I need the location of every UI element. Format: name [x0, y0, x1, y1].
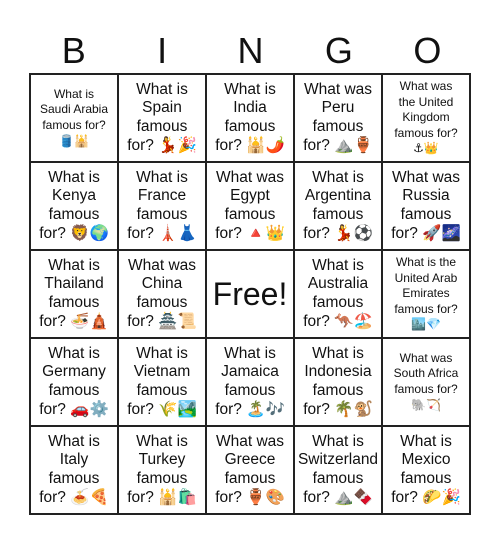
cell-question: What was Peru famous for? ⛰️🏺 [303, 80, 373, 154]
cell-question: What was Greece famous for? 🏺🎨 [215, 432, 285, 506]
cell-question: What is Argentina famous for? 💃⚽ [303, 168, 373, 242]
bingo-cell[interactable] [382, 250, 470, 338]
bingo-cell[interactable] [294, 74, 382, 162]
free-space-cell[interactable] [206, 250, 294, 338]
cell-question: What is Mexico famous for? 🌮🎉 [391, 432, 461, 506]
bingo-cell[interactable] [118, 250, 206, 338]
bingo-cell[interactable] [30, 74, 118, 162]
bingo-cell[interactable] [206, 338, 294, 426]
bingo-cell[interactable] [118, 162, 206, 250]
bingo-cell[interactable] [382, 338, 470, 426]
header-letter-i: I [157, 30, 169, 71]
cell-question: What is Australia famous for? 🦘🏖️ [303, 256, 373, 330]
cell-question: What is Turkey famous for? 🕌🛍️ [127, 432, 197, 506]
bingo-cell[interactable] [382, 426, 470, 514]
bingo-header [30, 28, 472, 74]
bingo-cell[interactable] [118, 74, 206, 162]
cell-question: What is Saudi Arabia famous for? 🛢️🕌 [39, 86, 109, 148]
cell-question: What is Indonesia famous for? 🌴🐒 [303, 344, 373, 418]
bingo-cell[interactable] [206, 162, 294, 250]
cell-question: What was Egypt famous for? 🔺👑 [215, 168, 285, 242]
bingo-cell[interactable] [294, 338, 382, 426]
bingo-grid [29, 73, 471, 515]
cell-question: What is Spain famous for? 💃🎉 [127, 80, 197, 154]
cell-question: What is Kenya famous for? 🦁🌍 [39, 168, 109, 242]
header-letter-o: O [413, 30, 443, 71]
bingo-cell[interactable] [206, 426, 294, 514]
bingo-cell[interactable] [294, 426, 382, 514]
bingo-cell[interactable] [30, 162, 118, 250]
bingo-cell[interactable] [118, 426, 206, 514]
bingo-cell[interactable] [30, 426, 118, 514]
bingo-cell[interactable] [382, 74, 470, 162]
bingo-cell[interactable] [294, 162, 382, 250]
cell-question: What is Thailand famous for? 🍜🛕 [39, 256, 109, 330]
cell-question: What is France famous for? 🗼👗 [127, 168, 197, 242]
cell-question: What is Italy famous for? 🍝🍕 [39, 432, 109, 506]
header-letter-b: B [61, 30, 87, 71]
cell-question: What is the United Arab Emirates famous for? 🏙️💎 [394, 255, 458, 332]
cell-question: What was the United Kingdom famous for? ⚓👑 [394, 79, 458, 156]
bingo-cell[interactable] [118, 338, 206, 426]
header-letter-n: N [237, 30, 265, 71]
cell-question: What is Vietnam famous for? 🌾🏞️ [127, 344, 197, 418]
cell-question: What is Germany famous for? 🚗⚙️ [39, 344, 109, 418]
cell-question: What was Russia famous for? 🚀🌌 [391, 168, 461, 242]
cell-question: What is India famous for? 🕌🌶️ [215, 80, 285, 154]
header-letter-g: G [324, 30, 354, 71]
cell-question: What was South Africa famous for? 🐘🏹 [393, 350, 459, 412]
bingo-cell[interactable] [30, 338, 118, 426]
bingo-cell[interactable] [294, 250, 382, 338]
bingo-cell[interactable] [382, 162, 470, 250]
bingo-cell[interactable] [206, 74, 294, 162]
cell-question: What is Switzerland famous for? ⛰️🍫 [297, 432, 379, 506]
bingo-cell[interactable] [30, 250, 118, 338]
cell-question: What is Jamaica famous for? 🏝️🎶 [215, 344, 285, 418]
free-space-label: Free! [212, 275, 288, 312]
cell-question: What was China famous for? 🏯📜 [127, 256, 197, 330]
